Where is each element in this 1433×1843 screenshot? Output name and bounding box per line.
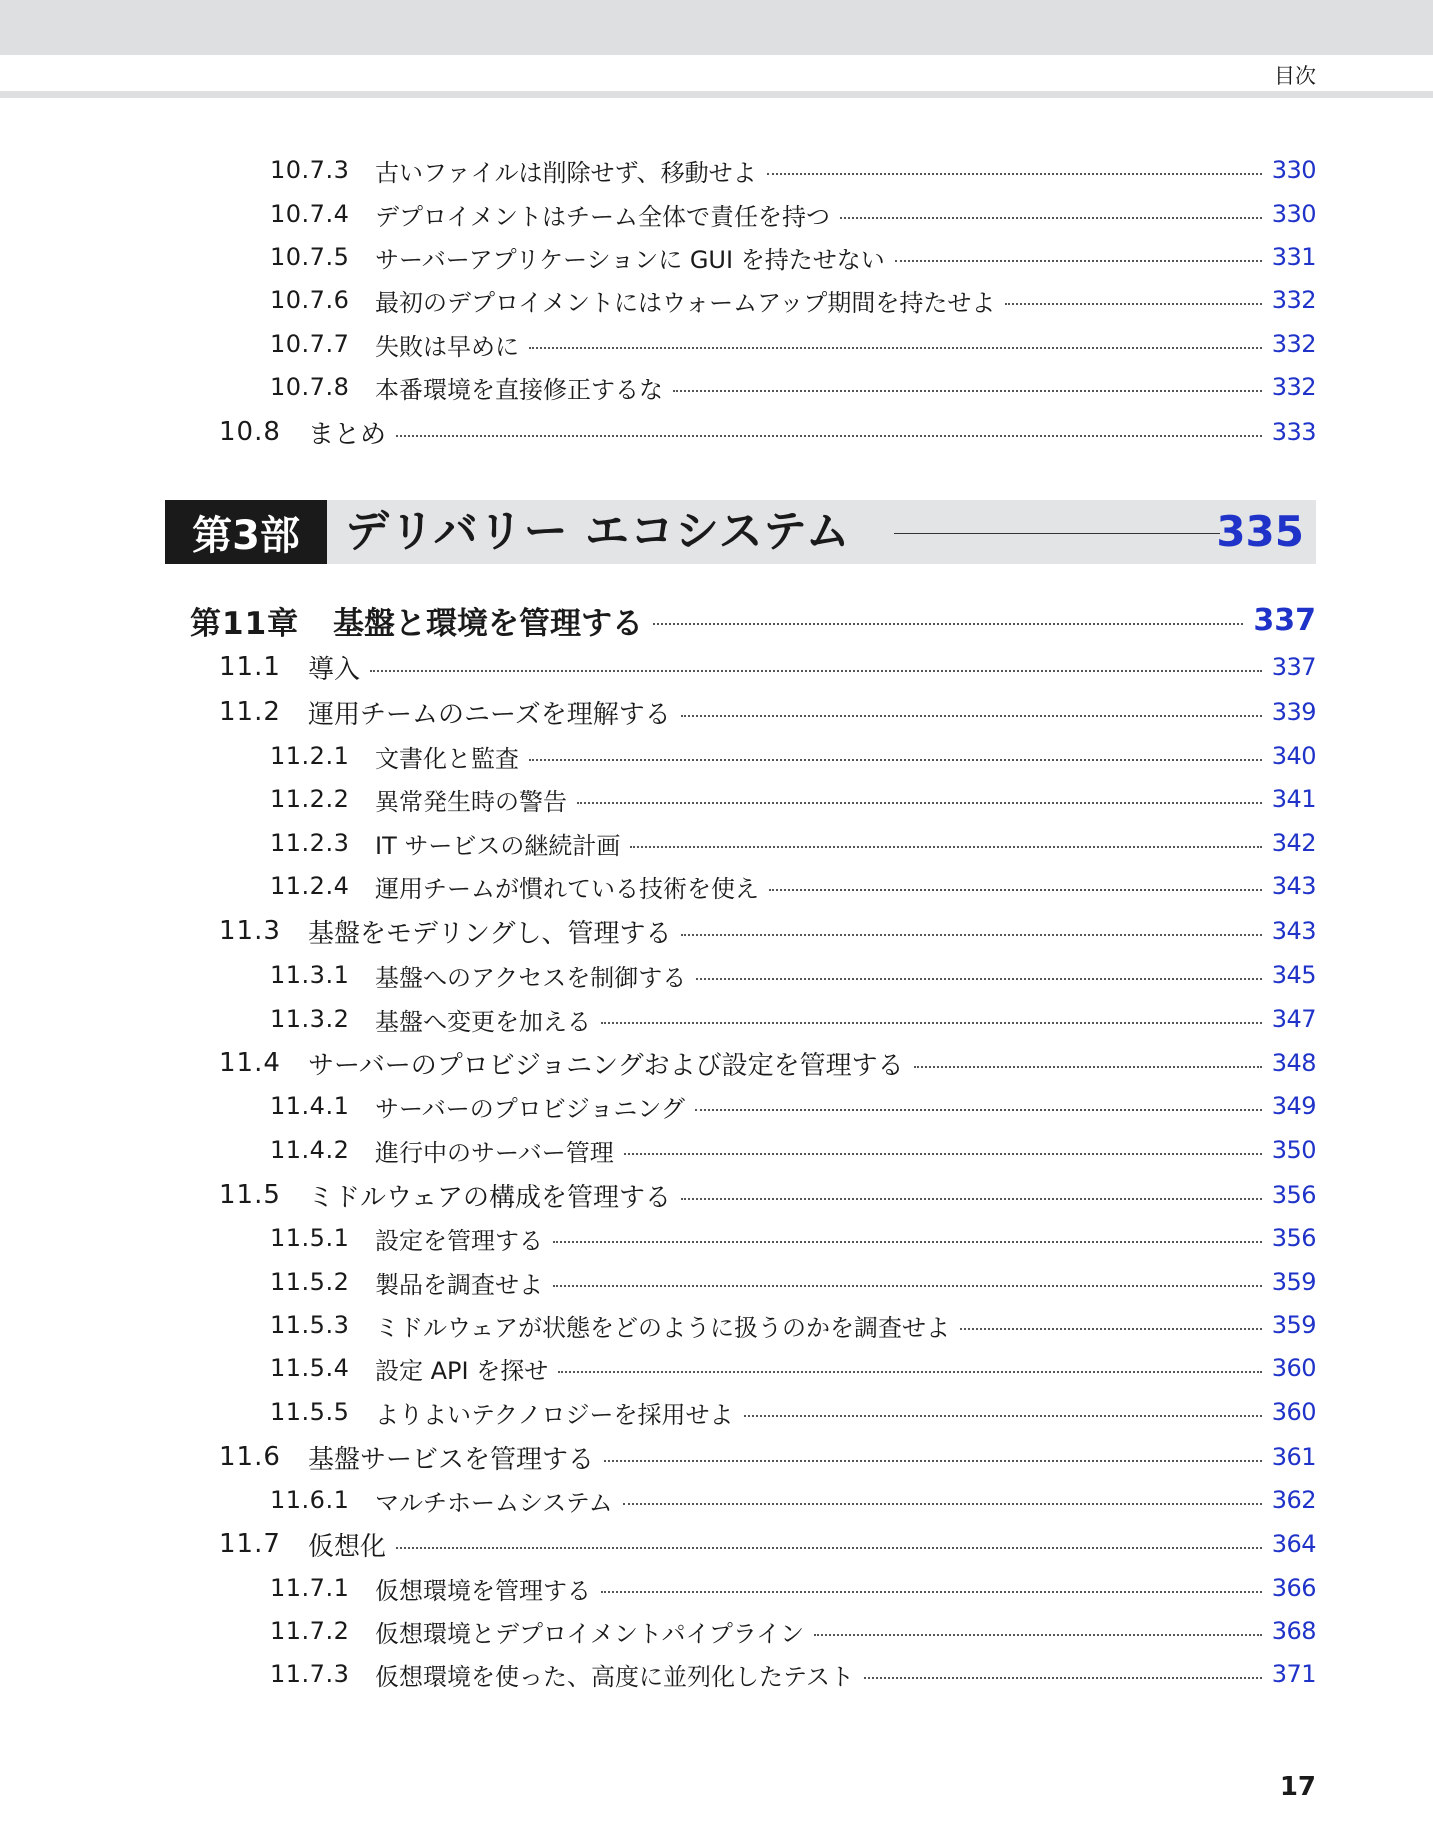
entry-number: 10.7.5 <box>270 243 350 271</box>
toc-entry[interactable] <box>270 326 1316 362</box>
toc-entry[interactable] <box>270 1350 1316 1386</box>
dot-leader <box>370 670 1262 672</box>
toc-entry[interactable] <box>270 825 1316 861</box>
entry-page: 331 <box>1271 243 1316 271</box>
dot-leader <box>695 1109 1262 1111</box>
dot-leader <box>814 1634 1262 1636</box>
toc-entry[interactable] <box>270 1307 1316 1343</box>
entry-page: 333 <box>1271 418 1316 446</box>
entry-page: 350 <box>1271 1136 1316 1164</box>
entry-title: 失敗は早めに <box>375 332 519 361</box>
entry-page: 359 <box>1271 1311 1316 1339</box>
entry-title: 異常発生時の警告 <box>375 787 567 816</box>
entry-number: 11.7.3 <box>270 1660 350 1688</box>
toc-entry[interactable] <box>219 1439 1316 1475</box>
dot-leader <box>601 1022 1262 1024</box>
part-banner[interactable] <box>165 500 1316 564</box>
entry-number: 11.2.1 <box>270 742 350 770</box>
toc-entry[interactable] <box>270 1656 1316 1692</box>
entry-number: 10.7.8 <box>270 373 350 401</box>
toc-entry[interactable] <box>219 913 1316 949</box>
toc-entry[interactable] <box>219 694 1316 730</box>
entry-title: 設定を管理する <box>375 1226 543 1255</box>
entry-number: 11.2.3 <box>270 829 350 857</box>
toc-entry[interactable] <box>219 649 1316 685</box>
entry-number: 11.5 <box>219 1180 281 1210</box>
entry-number: 11.5.4 <box>270 1354 350 1382</box>
dot-leader <box>623 1503 1262 1505</box>
entry-title: マルチホームシステム <box>375 1488 613 1517</box>
entry-page: 332 <box>1271 286 1316 314</box>
entry-title: 基盤へ変更を加える <box>375 1007 591 1036</box>
entry-page: 349 <box>1271 1092 1316 1120</box>
entry-title: 運用チームが慣れている技術を使え <box>375 874 759 903</box>
entry-page: 348 <box>1271 1049 1316 1077</box>
dot-leader <box>681 715 1262 717</box>
entry-page: 362 <box>1271 1486 1316 1514</box>
entry-title: 基盤サービスを管理する <box>308 1444 595 1475</box>
entry-title: 製品を調査せよ <box>375 1270 543 1299</box>
entry-number: 11.5.3 <box>270 1311 350 1339</box>
dot-leader <box>529 347 1262 349</box>
entry-title: サーバーのプロビジョニング <box>375 1094 685 1123</box>
dot-leader <box>840 217 1262 219</box>
toc-entry[interactable] <box>219 1177 1316 1213</box>
entry-title: 仮想環境を管理する <box>375 1576 591 1605</box>
dot-leader <box>396 435 1262 437</box>
dot-leader <box>577 802 1262 804</box>
entry-page: 347 <box>1271 1005 1316 1033</box>
entry-title: ミドルウェアが状態をどのように扱うのかを調査せよ <box>375 1313 951 1342</box>
entry-title: 古いファイルは削除せず、移動せよ <box>375 158 757 187</box>
entry-page: 366 <box>1271 1574 1316 1602</box>
entry-number: 11.5.5 <box>270 1398 350 1426</box>
entry-number: 11.3.2 <box>270 1005 350 1033</box>
entry-page: 361 <box>1271 1443 1316 1471</box>
dot-leader <box>744 1415 1262 1417</box>
entry-page: 339 <box>1271 698 1316 726</box>
toc-entry[interactable] <box>270 369 1316 405</box>
top-band <box>0 0 1433 55</box>
entry-number: 10.7.4 <box>270 200 350 228</box>
dot-leader <box>696 978 1261 980</box>
entry-page: 342 <box>1271 829 1316 857</box>
entry-title: 基盤をモデリングし、管理する <box>308 918 672 949</box>
part-page: 335 <box>1216 507 1304 556</box>
toc-entry[interactable] <box>270 1482 1316 1518</box>
chapter-page: 337 <box>1253 602 1316 638</box>
entry-number: 11.7.1 <box>270 1574 350 1602</box>
entry-number: 11.3 <box>219 916 281 946</box>
entry-number: 10.7.3 <box>270 156 350 184</box>
entry-page: 343 <box>1271 872 1316 900</box>
entry-page: 330 <box>1271 156 1316 184</box>
entry-title: よりよいテクノロジーを採用せよ <box>375 1400 734 1429</box>
entry-page: 371 <box>1271 1660 1316 1688</box>
toc-entry[interactable] <box>270 1570 1316 1606</box>
entry-title: ミドルウェアの構成を管理する <box>308 1182 671 1213</box>
entry-number: 11.2 <box>219 697 281 727</box>
dot-leader <box>864 1677 1262 1679</box>
toc-entry[interactable] <box>270 1001 1316 1037</box>
entry-title: 最初のデプロイメントにはウォームアップ期間を持たせよ <box>375 288 996 317</box>
entry-number: 11.1 <box>219 652 281 682</box>
toc-entry[interactable] <box>270 781 1316 817</box>
entry-title: 設定 API を探せ <box>375 1356 549 1385</box>
entry-page: 341 <box>1271 785 1316 813</box>
chapter-title: 基盤と環境を管理する <box>333 605 643 642</box>
entry-number: 11.3.1 <box>270 961 350 989</box>
dot-leader <box>653 623 1243 625</box>
entry-title: 運用チームのニーズを理解する <box>308 699 671 730</box>
dot-leader <box>630 846 1261 848</box>
entry-title: 進行中のサーバー管理 <box>375 1138 614 1167</box>
dot-leader <box>673 390 1262 392</box>
entry-number: 11.7.2 <box>270 1617 350 1645</box>
dot-leader <box>624 1153 1262 1155</box>
entry-title: 仮想化 <box>308 1531 387 1562</box>
entry-number: 11.4.1 <box>270 1092 350 1120</box>
page-number: 17 <box>1279 1772 1316 1802</box>
running-header: 目次 <box>1274 64 1316 88</box>
entry-number: 10.8 <box>219 417 281 447</box>
toc-entry[interactable] <box>270 282 1316 318</box>
dot-leader <box>553 1241 1262 1243</box>
entry-page: 368 <box>1271 1617 1316 1645</box>
chapter-number: 第11章 <box>190 605 300 642</box>
dot-leader <box>769 889 1262 891</box>
entry-number: 10.7.7 <box>270 330 350 358</box>
dot-leader <box>604 1460 1262 1462</box>
dot-leader <box>767 173 1262 175</box>
entry-title: 仮想環境とデプロイメントパイプライン <box>375 1619 805 1648</box>
part-title: デリバリー エコシステム <box>345 506 851 557</box>
toc-entry[interactable] <box>270 1220 1316 1256</box>
toc-entry[interactable] <box>270 957 1316 993</box>
entry-title: 仮想環境を使った、高度に並列化したテスト <box>375 1662 855 1691</box>
entry-page: 364 <box>1271 1530 1316 1558</box>
header-rule <box>0 91 1433 98</box>
toc-entry[interactable] <box>219 1526 1316 1562</box>
entry-number: 11.5.2 <box>270 1268 350 1296</box>
dot-leader <box>529 759 1262 761</box>
part-label: 第3部 <box>165 500 327 564</box>
entry-page: 332 <box>1271 330 1316 358</box>
toc-entry[interactable] <box>270 239 1316 275</box>
entry-title: 文書化と監査 <box>375 744 519 773</box>
toc-entry[interactable] <box>270 196 1316 232</box>
toc-entry[interactable] <box>270 1264 1316 1300</box>
entry-page: 360 <box>1271 1398 1316 1426</box>
dot-leader <box>601 1591 1262 1593</box>
entry-page: 337 <box>1271 653 1316 681</box>
entry-page: 343 <box>1271 917 1316 945</box>
entry-page: 345 <box>1271 961 1316 989</box>
dot-leader <box>960 1328 1262 1330</box>
dot-leader <box>681 1198 1262 1200</box>
dot-leader <box>895 260 1262 262</box>
entry-page: 330 <box>1271 200 1316 228</box>
entry-title: 導入 <box>308 654 361 685</box>
dot-leader <box>396 1547 1262 1549</box>
entry-title: サーバーアプリケーションに GUI を持たせない <box>375 245 885 274</box>
entry-title: サーバーのプロビジョニングおよび設定を管理する <box>308 1050 904 1081</box>
entry-number: 11.2.2 <box>270 785 350 813</box>
entry-title: デプロイメントはチーム全体で責任を持つ <box>375 202 831 231</box>
entry-title: 本番環境を直接修正するな <box>375 375 663 404</box>
entry-number: 11.4 <box>219 1048 281 1078</box>
toc-entry[interactable] <box>270 1394 1316 1430</box>
entry-title: まとめ <box>308 419 387 450</box>
entry-page: 359 <box>1271 1268 1316 1296</box>
entry-page: 340 <box>1271 742 1316 770</box>
entry-number: 11.6 <box>219 1442 281 1472</box>
toc-entry[interactable] <box>219 1045 1316 1081</box>
entry-number: 11.2.4 <box>270 872 350 900</box>
entry-page: 356 <box>1271 1181 1316 1209</box>
entry-number: 11.7 <box>219 1529 281 1559</box>
toc-entry[interactable] <box>270 1132 1316 1168</box>
dot-leader <box>558 1371 1261 1373</box>
dot-leader <box>914 1066 1262 1068</box>
toc-entry[interactable] <box>270 868 1316 904</box>
dot-leader <box>1005 303 1261 305</box>
entry-page: 360 <box>1271 1354 1316 1382</box>
toc-entry[interactable] <box>270 738 1316 774</box>
entry-number: 11.4.2 <box>270 1136 350 1164</box>
entry-number: 11.5.1 <box>270 1224 350 1252</box>
chapter-entry[interactable] <box>190 600 1316 640</box>
toc-entry[interactable] <box>270 1088 1316 1124</box>
entry-title: 基盤へのアクセスを制御する <box>375 963 687 992</box>
entry-page: 332 <box>1271 373 1316 401</box>
dot-leader <box>681 934 1261 936</box>
part-rule <box>894 533 1220 534</box>
dot-leader <box>553 1285 1262 1287</box>
toc-entry[interactable] <box>270 152 1316 188</box>
entry-number: 10.7.6 <box>270 286 350 314</box>
toc-entry[interactable] <box>270 1613 1316 1649</box>
entry-title: IT サービスの継続計画 <box>375 831 621 860</box>
entry-page: 356 <box>1271 1224 1316 1252</box>
entry-number: 11.6.1 <box>270 1486 350 1514</box>
toc-entry[interactable] <box>219 414 1316 450</box>
